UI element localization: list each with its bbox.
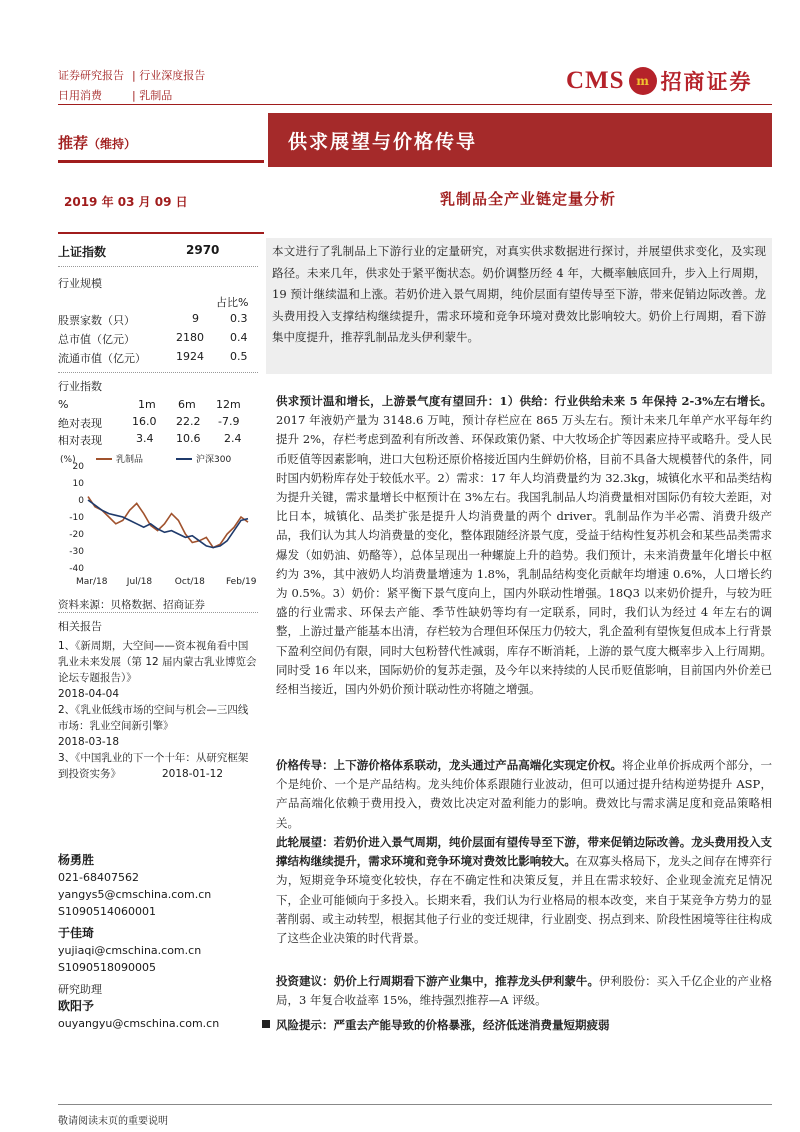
dotted-divider <box>58 612 258 613</box>
index-label: 上证指数 <box>58 245 107 259</box>
related-report-title: 1、《新周期，大空间——资本视角看中国乳业未来发展（第 12 届内蒙古乳业博览会论坛专题报告）》 <box>58 640 257 684</box>
dotted-divider <box>58 372 258 373</box>
related-list <box>58 638 258 782</box>
analyst-name: 于佳琦 <box>58 926 95 940</box>
rating-sub: （维持） <box>88 137 137 151</box>
related-report-title: 3、《中国乳业的下一个十年：从研究框架到投资实务》 <box>58 752 249 780</box>
footer-note: 敬请阅读末页的重要说明 <box>58 1116 168 1127</box>
header-divider <box>58 104 772 105</box>
legend-label: 乳制品 <box>116 455 144 465</box>
analyst-license: S1090514060001 <box>58 905 156 918</box>
table-row <box>58 398 258 415</box>
list-item[interactable] <box>58 702 258 750</box>
perf-header-label: % <box>58 398 69 411</box>
body-item-heading: 价格传导：上下游价格体系联动，龙头通过产品高端化实现定价权。 <box>276 758 623 772</box>
perf-header-12m: 12m <box>216 398 241 411</box>
dotted-divider <box>58 266 258 267</box>
assistant-email[interactable]: ouyangyu@cmschina.com.cn <box>58 1017 220 1030</box>
perf-table <box>58 398 258 449</box>
perf-row-6m: 10.6 <box>176 432 201 445</box>
table-row <box>58 312 258 331</box>
index-row <box>58 243 258 260</box>
scale-title: 行业规模 <box>58 277 102 290</box>
scale-row-pct: 0.5 <box>230 350 248 363</box>
index-value: 2970 <box>186 243 220 257</box>
sidebar-divider <box>58 160 264 163</box>
industry-label: 日用消费 <box>58 89 102 102</box>
series-line <box>88 497 248 548</box>
perf-row-12m: -7.9 <box>218 415 240 428</box>
perf-row-12m: 2.4 <box>224 432 242 445</box>
report-date: 2019 年 03 月 09 日 <box>64 195 188 209</box>
related-report-title: 2、《乳业低线市场的空间与机会—三四线市场：乳业空间新引擎》 <box>58 704 249 732</box>
body-item-price-transmission <box>276 756 772 830</box>
logo-chinese-text: 招商证券 <box>660 70 753 94</box>
cms-logo <box>566 64 776 98</box>
perf-row-1m: 3.4 <box>136 432 154 445</box>
analyst-block <box>58 852 258 1032</box>
perf-row-label: 相对表现 <box>58 434 102 447</box>
footer-divider <box>58 1104 772 1105</box>
perf-row-1m: 16.0 <box>132 415 157 428</box>
body-item-outlook <box>276 833 772 967</box>
chart-ytick-label: 10 <box>72 479 84 489</box>
assistant-name: 欧阳予 <box>58 999 95 1013</box>
body-item-heading: 此轮展望：若奶价进入景气周期，纯价层面有望传导至下游，带来促销边际改善。龙头费用投入支撑结构继续提升，需求环境和竞争环境对费效比影响较大。 <box>276 835 772 869</box>
body-item-heading: 投资建议：奶价上行周期看下游产业集中，推荐龙头伊利蒙牛。 <box>276 974 599 988</box>
body-item-heading: 供求预计温和增长，上游景气度有望回升：1）供给：行业供给未来 5 年保持 2-3%左右增长。 <box>276 394 772 408</box>
scale-row-label: 总市值（亿元） <box>58 333 135 346</box>
chart-ytick-label: -30 <box>69 547 84 557</box>
chart-xtick-label: Jul/18 <box>126 577 153 587</box>
summary-box: 本文进行了乳制品上下游行业的定量研究，对真实供求数据进行探讨，并展望供求变化，及实现路径。未来几年，供求处于紧平衡状态。奶价调整历经 4 年，大概率触底回升，步入上行周期，19 预计继续温和上涨。若奶价进入景气周期，纯价层面有望传导至下游，带来促销边际改善。龙头费用投入支撑结构继续提升，需求环境和竞争环境对费效比影响较大。奶价上行周期，看下游集中度提升，推荐乳制品龙头伊利蒙牛。 <box>266 238 772 374</box>
report-title: 供求展望与价格传导 <box>268 113 772 167</box>
chart-ytick-label: -40 <box>69 564 84 574</box>
perf-header-1m: 1m <box>138 398 156 411</box>
body-item-text: 伊利股份：买入千亿企业的产业格局，3 年复合收益率 15%，维持强烈推荐—A 评级。 <box>276 974 772 1008</box>
analyst-email[interactable]: yangys5@cmschina.com.cn <box>58 888 212 901</box>
related-title: 相关报告 <box>58 620 102 633</box>
scale-col-header: 占比% <box>216 296 249 309</box>
list-item[interactable] <box>58 750 258 782</box>
body-item-investment <box>276 972 772 1012</box>
list-item[interactable] <box>58 638 258 702</box>
series-line <box>88 500 248 548</box>
related-report-date: 2018-03-18 <box>58 736 120 748</box>
sidebar-divider-2 <box>58 232 264 234</box>
body-item-risk <box>276 1016 772 1035</box>
scale-row-label: 流通市值（亿元） <box>58 352 146 365</box>
scale-table <box>58 312 258 369</box>
scale-row-pct: 0.4 <box>230 331 248 344</box>
rating-main: 推荐 <box>58 134 89 152</box>
analyst-license: S1090518090005 <box>58 961 156 974</box>
body-item-text: 在双寡头格局下，龙头之间存在博弈行为，短期竞争环境变化较快，存在不确定性和决策反复，并且在需求较好、企业现金流充足情况下，企业可能倾向于多投入。长期来看，我们认为行业格局的根本改变，来自于某竞争方势力的显著削弱、或主动转型，根据其他子行业的变迁规律，行业剧变、拐点到来、阶段性困境等往往构成了这些企业决策的时代背景。 <box>276 854 772 946</box>
analyst-name: 杨勇胜 <box>58 853 95 867</box>
logo-emblem-icon: m <box>629 67 657 95</box>
report-subcategory: | 行业深度报告 <box>132 69 206 82</box>
body-item-supply-demand <box>276 392 772 765</box>
chart-source: 资料来源：贝格数据、招商证券 <box>58 599 205 611</box>
perf-row-label: 绝对表现 <box>58 417 102 430</box>
scale-row-value: 2180 <box>176 331 204 344</box>
related-report-date: 2018-01-12 <box>162 768 224 780</box>
analyst-email[interactable]: yujiaqi@cmschina.com.cn <box>58 944 202 957</box>
body-item-text: 将企业单价拆成两个部分，一个是纯价、一个是产品结构。龙头纯价体系跟随行业波动，但可以通过提升结构逆势提升 ASP，产品高端化依赖于费用投入，费效比决定对盈利能力的影响。费效比与需求满足度和竞品策略相关。 <box>276 758 772 830</box>
perf-header-6m: 6m <box>178 398 196 411</box>
assistant-title: 研究助理 <box>58 983 102 996</box>
chart-ytick-label: 0 <box>78 496 84 506</box>
chart-ytick-label: -20 <box>69 530 84 540</box>
related-report-date: 2018-04-04 <box>58 688 120 700</box>
industry-index-chart <box>58 450 258 590</box>
rating <box>58 132 136 153</box>
scale-row-label: 股票家数（只） <box>58 314 135 327</box>
table-row <box>58 432 258 449</box>
subindustry-label: | 乳制品 <box>132 89 173 102</box>
table-row <box>58 350 258 369</box>
scale-table-header <box>58 294 258 308</box>
chart-xtick-label: Feb/19 <box>226 577 257 587</box>
legend-label: 沪深300 <box>196 455 232 465</box>
perf-row-6m: 22.2 <box>176 415 201 428</box>
chart-ytick-label: -10 <box>69 513 84 523</box>
analyst-phone: 021-68407562 <box>58 871 139 884</box>
logo-cms-text: CMS <box>566 67 625 94</box>
chart-xtick-label: Oct/18 <box>174 577 205 587</box>
scale-row-value: 1924 <box>176 350 204 363</box>
bullet-icon <box>262 1020 270 1028</box>
report-category: 证券研究报告 <box>58 69 124 82</box>
chart-ytick-label: 20 <box>72 462 84 472</box>
table-row <box>58 415 258 432</box>
scale-row-value: 9 <box>192 312 199 325</box>
chart-ylabel: (%) <box>60 455 76 465</box>
perf-title: 行业指数 <box>58 380 102 393</box>
table-row <box>58 331 258 350</box>
body-item-heading: 风险提示：严重去产能导致的价格暴涨，经济低迷消费量短期疲弱 <box>276 1018 610 1032</box>
scale-row-pct: 0.3 <box>230 312 248 325</box>
report-type-header <box>58 66 205 106</box>
body-item-text: 2017 年液奶产量为 3148.6 万吨，预计存栏应在 865 万头左右。预计未来几年单产水平每年约提升 2%，存栏考虑到盈利有所改善、环保政策仍紧、中大牧场企扩等因素应持平或略升。受人民币贬值等因素影响，进口大包粉还原价格接近国内生鲜奶价格，目前不具备大规模替代的条件，同时国内奶粉库存处于较低水平。2）需求：17 年人均消费量约为 32.3kg，城镇化水平和品类结构为提升关键，需求量增长中枢预计在 3%左右。我国乳制品人均消费量相对国际仍有较大差距，对比日本，城镇化、品类扩张是提升人均消费量的两个 driver。乳制品作为半必需、消费升级产品，我们认为其人均消费量的变化，整体跟随经济景气度，受益于结构性复苏机会和某些品类需求爆发（如奶油、奶酪等），总体呈现出一种螺旋上升的趋势。我们预计，未来消费量年化增长中枢约为 3%，其中液奶人均消费量增速为 1.8%，乳制品结构变化贡献年均增速 0.6%，人口增长约为 0.5%。3）奶价：紧平衡下景气度向上，国内外联动性增强。18Q3 以来奶价提升，与较为旺盛的行业需求、环保去产能、季节性缺奶等均有一定联系，同时，我们认为经过 4 年左右的调整，上游过量产能基本出清，存栏较为合理但环保压力仍较大，乳企盈利有望恢复但成本上行背景下盈利空间仍有限，同时大包粉替代性减弱，库存不断消耗，上游的景气度大概率步入上行周期。同时受 16 年以来，国际奶价的复苏走强，及今年以来持续的人民币贬值影响，目前国内外价差已经相当接近，国内外奶价预计联动性亦将随之增强。 <box>276 413 772 697</box>
chart-xtick-label: Mar/18 <box>76 577 108 587</box>
report-subtitle: 乳制品全产业链定量分析 <box>440 190 617 208</box>
